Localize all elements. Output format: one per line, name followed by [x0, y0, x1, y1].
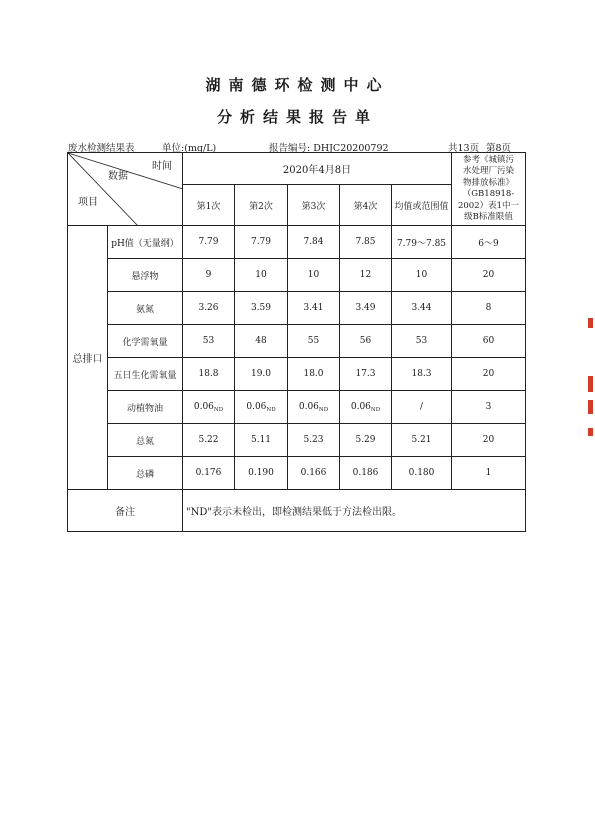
standard-header [452, 153, 526, 226]
corner-item-label: 项目 [78, 197, 98, 208]
value-cell: 5.29 [340, 424, 392, 457]
value-cell: 7.84 [288, 226, 340, 259]
item-name: 总氮 [108, 424, 183, 457]
header-corner-cell [68, 153, 183, 226]
average-cell: 0.180 [392, 457, 452, 490]
standard-limit-cell: 1 [452, 457, 526, 490]
average-cell: 53 [392, 325, 452, 358]
stamp-mark [588, 376, 593, 392]
nd-flag: ND [318, 406, 329, 413]
item-name: 总磷 [108, 457, 183, 490]
sampling-date: 2020年4月8日 [183, 153, 452, 185]
value-cell: 0.190 [235, 457, 288, 490]
value-cell [235, 391, 288, 424]
stamp-edge-marks [585, 318, 595, 438]
column-header: 第1次 [183, 185, 235, 226]
value-cell: 7.79 [235, 226, 288, 259]
value-cell: 19.0 [235, 358, 288, 391]
value-cell: 18.0 [288, 358, 340, 391]
corner-time-label: 时间 [152, 161, 172, 172]
standard-limit-cell: 6～9 [452, 226, 526, 259]
value-cell: 3.49 [340, 292, 392, 325]
standard-limit-cell: 20 [452, 358, 526, 391]
value-cell [340, 391, 392, 424]
value-cell: 7.85 [340, 226, 392, 259]
value-cell: 5.23 [288, 424, 340, 457]
item-name: 化学需氧量 [108, 325, 183, 358]
results-table [67, 152, 526, 532]
average-cell: / [392, 391, 452, 424]
standard-header-line: 水处理厂污染 [462, 166, 514, 176]
standard-header-line: 物排放标准》 [462, 177, 514, 188]
value-cell: 0.176 [183, 457, 235, 490]
location-cell: 总排口 [68, 226, 108, 490]
page-total: 共13页 [448, 143, 480, 154]
report-number: 报告编号: DHJC20200792 [269, 143, 389, 154]
org-title: 湖南德环检测中心 [205, 76, 390, 94]
stamp-mark [588, 318, 593, 328]
column-header: 均值或范围值 [392, 185, 452, 226]
value-text: 0.06 [193, 401, 214, 412]
report-title: 分析结果报告单 [216, 108, 378, 126]
value-cell: 3.41 [288, 292, 340, 325]
column-header: 第4次 [340, 185, 392, 226]
standard-header-line: 2002）表1中一 [457, 200, 520, 211]
value-cell: 5.11 [235, 424, 288, 457]
nd-flag: ND [213, 406, 224, 413]
item-name: 氨氮 [108, 292, 183, 325]
value-cell: 5.22 [183, 424, 235, 457]
standard-limit-cell: 20 [452, 259, 526, 292]
value-cell: 3.26 [183, 292, 235, 325]
value-cell: 17.3 [340, 358, 392, 391]
column-header: 第2次 [235, 185, 288, 226]
value-cell: 10 [288, 259, 340, 292]
average-cell: 18.3 [392, 358, 452, 391]
value-cell: 56 [340, 325, 392, 358]
value-cell: 18.8 [183, 358, 235, 391]
remark-label: 备注 [68, 490, 183, 532]
page-current: 第8页 [486, 143, 512, 154]
value-cell: 7.79 [183, 226, 235, 259]
standard-header-line: 级B标准限值 [464, 212, 513, 222]
value-cell: 9 [183, 259, 235, 292]
average-cell: 5.21 [392, 424, 452, 457]
item-name: 动植物油 [108, 391, 183, 424]
stamp-mark [588, 400, 593, 414]
standard-limit-cell: 8 [452, 292, 526, 325]
nd-flag: ND [370, 406, 381, 413]
value-cell: 53 [183, 325, 235, 358]
value-cell: 0.166 [288, 457, 340, 490]
standard-limit-cell: 60 [452, 325, 526, 358]
average-cell: 7.79～7.85 [392, 226, 452, 259]
value-cell [288, 391, 340, 424]
standard-limit-cell: 3 [452, 391, 526, 424]
stamp-mark [588, 428, 593, 436]
column-header: 第3次 [288, 185, 340, 226]
unit-label: 单位:(mg/L) [162, 143, 217, 154]
value-cell: 3.59 [235, 292, 288, 325]
item-name: 悬浮物 [108, 259, 183, 292]
average-cell: 10 [392, 259, 452, 292]
nd-flag: ND [266, 406, 276, 413]
item-name: pH值（无量纲） [108, 226, 183, 259]
value-text: 0.06 [350, 401, 371, 412]
value-text: 0.06 [246, 401, 267, 412]
value-cell: 48 [235, 325, 288, 358]
value-text: 0.06 [298, 401, 319, 412]
value-cell: 10 [235, 259, 288, 292]
table-name: 废水检测结果表 [68, 143, 135, 154]
standard-header-line: （GB18918- [462, 189, 515, 199]
standard-header-line: 参考《城镇污 [462, 154, 514, 165]
remark-text: "ND"表示未检出，即检测结果低于方法检出限。 [183, 490, 526, 532]
item-name: 五日生化需氧量 [108, 358, 183, 391]
value-cell: 55 [288, 325, 340, 358]
average-cell: 3.44 [392, 292, 452, 325]
value-cell: 0.186 [340, 457, 392, 490]
value-cell [183, 391, 235, 424]
report-meta [68, 140, 523, 152]
corner-data-label: 数据 [108, 171, 128, 182]
value-cell: 12 [340, 259, 392, 292]
standard-limit-cell: 20 [452, 424, 526, 457]
